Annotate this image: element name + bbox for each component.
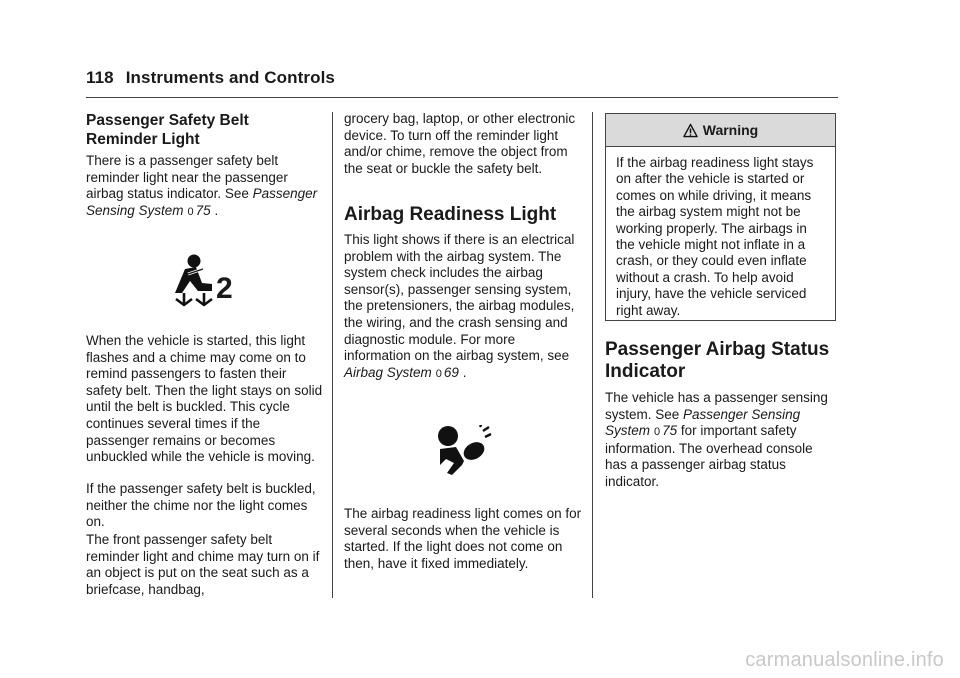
link-page-75[interactable]: 75 (662, 423, 678, 439)
section-title: Instruments and Controls (125, 68, 335, 87)
paragraph-belt-buckled: If the passenger safety belt is buckled, neither the chime nor the light comes on. (86, 481, 316, 530)
warning-triangle-icon (683, 123, 698, 138)
paragraph-airbag-light-startup: The airbag readiness light comes on for several seconds when the vehicle is started. If the light does not come on then, have it fixed immediately. (344, 506, 582, 571)
page-ref-symbol: 0 (654, 426, 661, 439)
column-divider-1 (332, 112, 333, 598)
paragraph-belt-intro (86, 153, 322, 220)
warning-header (606, 114, 835, 147)
paragraph-passenger-airbag-status (605, 390, 838, 491)
text: . (210, 202, 219, 218)
link-page-75[interactable]: 75 (195, 202, 211, 218)
link-page-69[interactable]: 69 (443, 364, 459, 380)
link-airbag-system[interactable]: Airbag System (344, 364, 432, 380)
page-header (86, 68, 838, 88)
text: There is a passenger safety belt reminder light near the passenger airbag status indicator. See (86, 153, 288, 202)
icon-number: 2 (216, 272, 233, 305)
link-passenger-sensing-system[interactable]: Passenger Sensing System (86, 186, 318, 218)
paragraph-belt-object: The front passenger safety belt reminder light and chime may turn on if an object is put on the seat such as a briefcase, handbag, (86, 532, 320, 597)
text: . (458, 364, 467, 380)
paragraph-belt-chime: When the vehicle is started, this light flashes and a chime may come on to remind passengers to fasten their safety belt. Then the light stays on solid until the belt is buckled. This cycle continues several times if the passenger remains or becomes unbuckled while the vehicle is moving. (86, 333, 323, 465)
column-divider-2 (592, 112, 593, 598)
page-ref-symbol: 0 (187, 205, 194, 218)
header-rule (86, 97, 838, 98)
airbag-readiness-icon (436, 425, 492, 477)
paragraph-airbag-readiness (344, 232, 584, 382)
page-number: 118 (86, 68, 114, 87)
warning-title: Warning (702, 122, 759, 138)
watermark: carmanualsonline.info (745, 649, 944, 671)
link-passenger-sensing-system[interactable]: Passenger Sensing System (605, 406, 801, 439)
passenger-seatbelt-reminder-icon (170, 253, 238, 307)
text: This light shows if there is an electrical problem with the airbag system. The system check includes the airbag sensor(s), passenger sensing system, the pretensioners, the airbag modules, the wiring, and the crash sensing and diagnostic module. For more information on the airbag system, see (344, 232, 575, 364)
heading-airbag-readiness-light: Airbag Readiness Light (344, 204, 557, 225)
paragraph-object-continued: grocery bag, laptop, or other electronic device. To turn off the reminder light and/or chime, remove the object from the seat or buckle the safety belt. (344, 111, 576, 176)
heading-passenger-airbag-status-indicator: Passenger Airbag Status Indicator (605, 339, 830, 382)
warning-text: If the airbag readiness light stays on after the vehicle is started or comes on while driving, it means the airbag system might not be working properly. The airbags in the vehicle might not inflate in a crash, or they could even inflate without a crash. To help avoid injury, have the vehicle serviced right away. (616, 155, 814, 318)
heading-passenger-safety-belt-reminder: Passenger Safety Belt Reminder Light (86, 112, 249, 148)
page-ref-symbol: 0 (435, 367, 442, 380)
warning-box (605, 113, 836, 321)
text: The vehicle has a passenger sensing system. See (605, 390, 828, 422)
text: for important safety information. The overhead console has a passenger airbag status indicator. (605, 423, 813, 489)
